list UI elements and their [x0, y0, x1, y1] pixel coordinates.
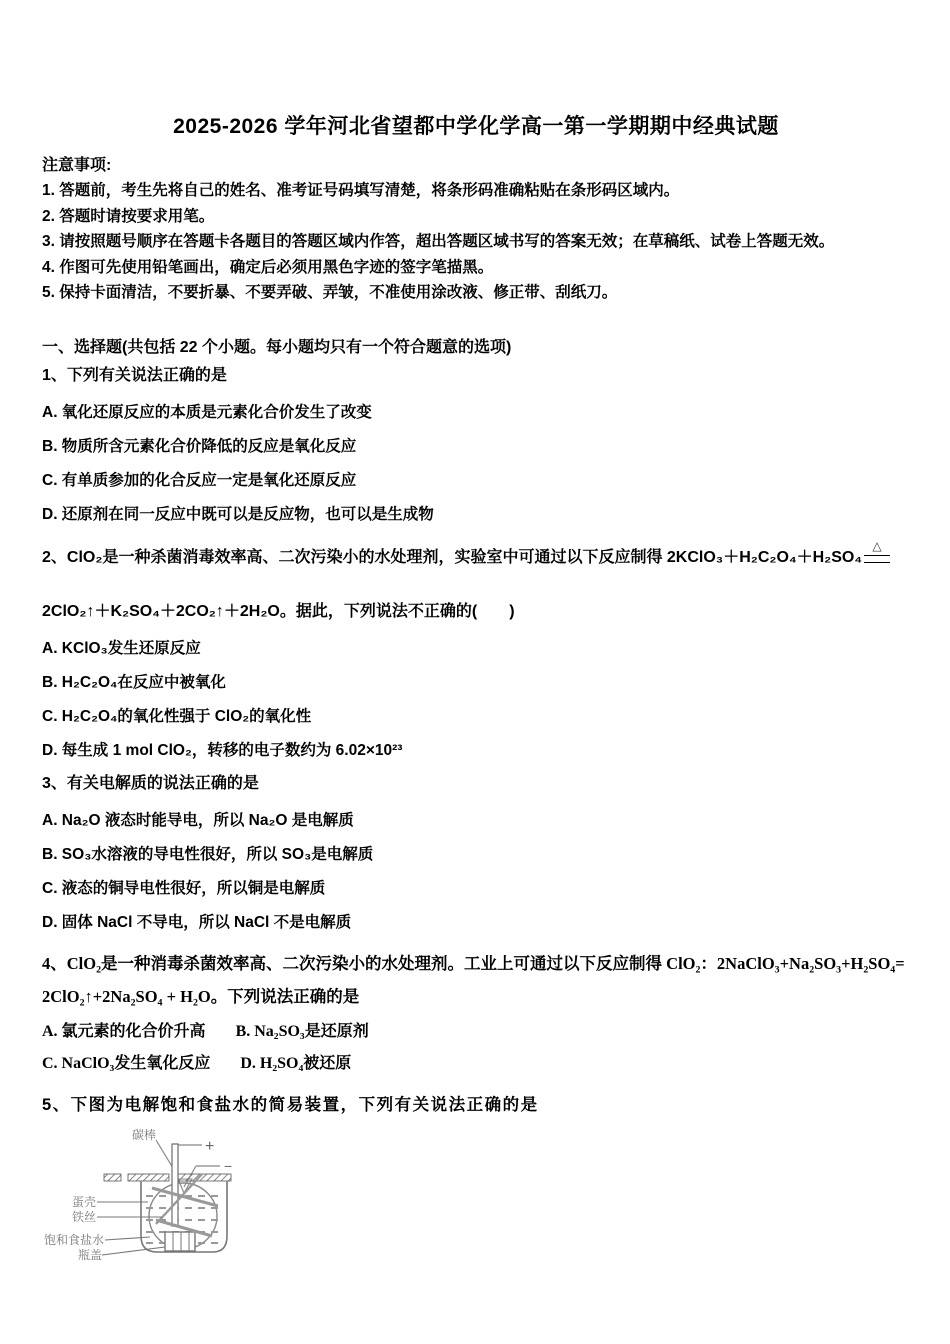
q4-stem-line1: 4、ClO₂是一种消毒杀菌效率高、二次污染小的水处理剂。工业上可通过以下反应制得 ClO₂：2NaClO₃+Na₂SO₃+H₂SO₄=	[42, 953, 905, 973]
question-1	[42, 365, 910, 523]
question-5	[42, 1094, 910, 1276]
q4-option-c: C. NaClO₃发生氧化反应	[42, 1054, 211, 1072]
question-3	[42, 773, 910, 931]
q3-option-d: D. 固体 NaCl 不导电，所以 NaCl 不是电解质	[42, 913, 352, 931]
notice-item-4: 4. 作图可先使用铅笔画出，确定后必须用黑色字迹的签字笔描黑。	[42, 258, 494, 276]
notice-item-5: 5. 保持卡面清洁，不要折暴、不要弄破、弄皱，不准使用涂改液、修正带、刮纸刀。	[42, 284, 618, 301]
q2-option-a: A. KClO₃发生还原反应	[42, 639, 201, 657]
notice-heading: 注意事项:	[42, 157, 112, 174]
q3-option-b: B. SO₃水溶液的导电性很好，所以 SO₃是电解质	[42, 845, 374, 863]
lid-hatch-right	[177, 1174, 231, 1181]
section-heading: 一、选择题(共包括 22 个小题。每小题均只有一个符合题意的选项)	[42, 338, 512, 356]
carbon-rod-label: 碳棒	[132, 1127, 157, 1142]
q1-option-d: D. 还原剂在同一反应中既可以是反应物，也可以是生成物	[42, 505, 434, 523]
iron-wire-label: 铁丝	[72, 1209, 97, 1224]
q1-stem: 1、下列有关说法正确的是	[42, 366, 227, 384]
notice-section	[42, 154, 910, 306]
q3-option-c: C. 液态的铜导电性很好，所以铜是电解质	[42, 879, 326, 897]
notice-item-2: 2. 答题时请按要求用笔。	[42, 207, 215, 225]
brine-label: 饱和食盐水	[44, 1232, 105, 1247]
equation-equals-sign	[864, 555, 890, 563]
q4-option-b: B. Na₂SO₃是还原剂	[235, 1022, 369, 1040]
q4-option-a: A. 氯元素的化合价升高	[42, 1022, 206, 1040]
q3-option-a: A. Na₂O 液态时能导电，所以 Na₂O 是电解质	[42, 811, 354, 829]
delta-heat-symbol: △	[872, 538, 882, 553]
q2-option-b: B. H₂C₂O₄在反应中被氧化	[42, 673, 226, 691]
q1-option-c: C. 有单质参加的化合反应一定是氧化还原反应	[42, 471, 357, 489]
q1-option-b: B. 物质所含元素化合价降低的反应是氧化反应	[42, 437, 357, 455]
q2-option-c: C. H₂C₂O₄的氧化性强于 ClO₂的氧化性	[42, 707, 312, 725]
lid-hatch-left	[104, 1174, 121, 1181]
bottle-cap-leader-line	[102, 1247, 165, 1255]
question-4	[42, 953, 910, 1072]
q5-stem: 5、下图为电解饱和食盐水的简易装置，下列有关说法正确的是	[42, 1095, 539, 1114]
q2-option-d: D. 每生成 1 mol ClO₂，转移的电子数约为 6.02×10²³	[42, 741, 403, 759]
brine-leader-line	[105, 1237, 150, 1240]
carbon-rod-leader-line	[156, 1140, 173, 1168]
q2-stem-text: 2、ClO₂是一种杀菌消毒效率高、二次污染小的水处理剂，实验室中可通过以下反应制得 2KClO₃＋H₂C₂O₄＋H₂SO₄	[42, 548, 863, 566]
notice-item-1: 1. 答题前，考生先将自己的姓名、准考证号码填写清楚，将条形码准确粘贴在条形码区域内。	[42, 182, 680, 199]
q4-stem-line2: 2ClO₂↑+2Na₂SO₄ + H₂O。下列说法正确的是	[42, 986, 360, 1006]
equation-condition-stack	[864, 538, 890, 562]
electrolysis-apparatus-figure	[44, 1124, 256, 1276]
bottle-cap-shape	[165, 1232, 195, 1251]
q2-stem-line2: 2ClO₂↑＋K₂SO₄＋2CO₂↑＋2H₂O。据此，下列说法不正确的( )	[42, 602, 515, 620]
q4-option-d: D. H₂SO₄被还原	[240, 1054, 352, 1072]
page-title: 2025-2026 学年河北省望都中学化学高一第一学期期中经典试题	[173, 115, 779, 138]
carbon-rod-shape	[172, 1144, 178, 1226]
eggshell-label: 蛋壳	[72, 1194, 97, 1209]
notice-item-3: 3. 请按照题号顺序在答题卡各题目的答题区域内作答，超出答题区域书写的答案无效；在草稿纸、试卷上答题无效。	[42, 233, 835, 250]
minus-terminal-label: −	[224, 1157, 233, 1174]
lid-hatch-middle	[128, 1174, 169, 1181]
q1-option-a: A. 氧化还原反应的本质是元素化合价发生了改变	[42, 403, 372, 421]
q4-option-row-1	[42, 1023, 910, 1040]
question-2	[42, 538, 910, 759]
bottle-cap-label: 瓶盖	[78, 1247, 103, 1262]
q4-option-row-2	[42, 1055, 910, 1072]
plus-terminal-label: +	[205, 1137, 215, 1155]
q3-stem: 3、有关电解质的说法正确的是	[42, 774, 259, 792]
q2-stem-line1	[42, 538, 910, 569]
